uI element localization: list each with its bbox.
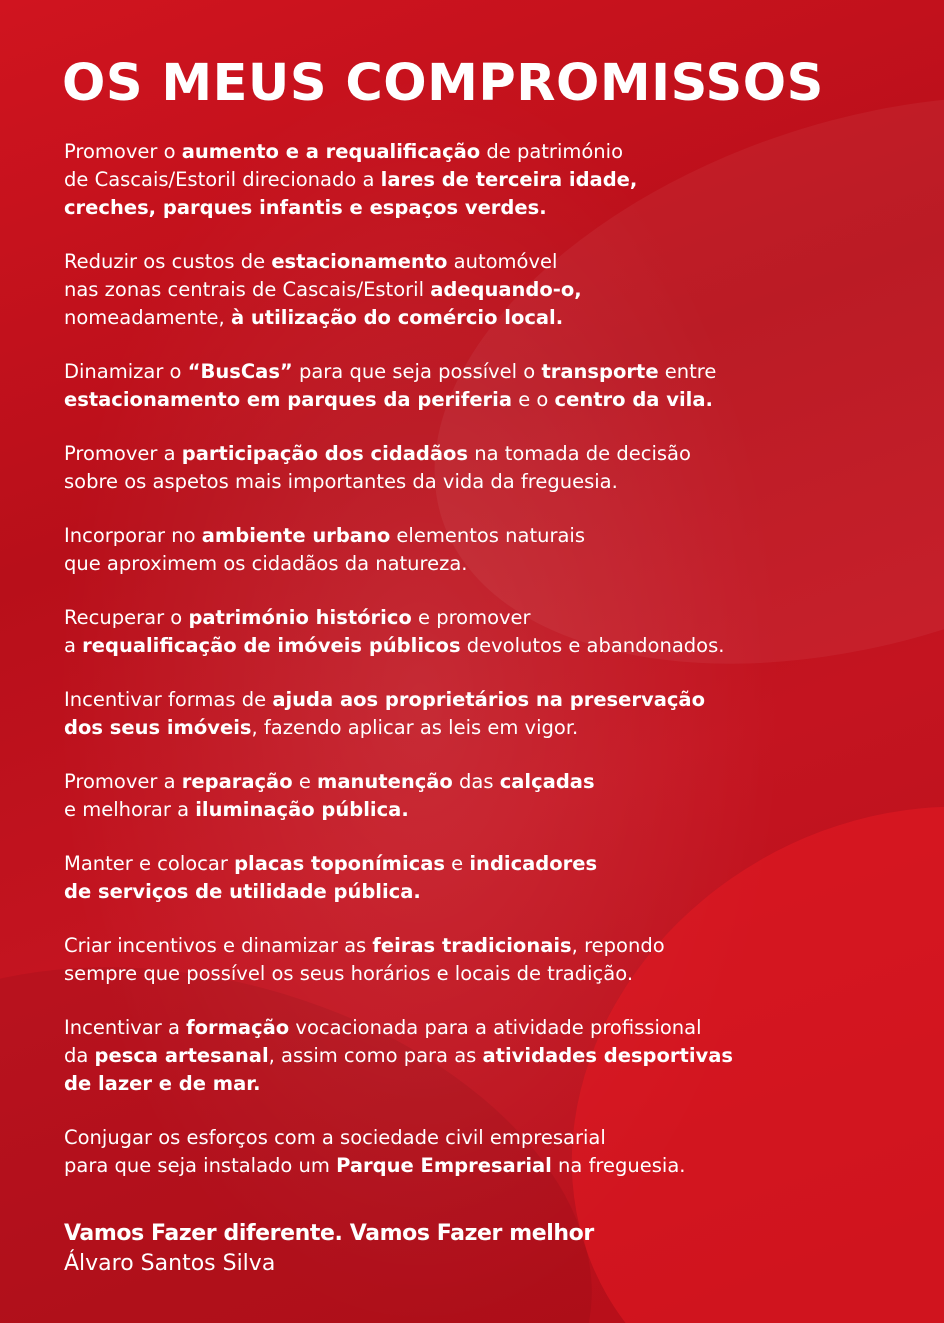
text-run: nas zonas centrais de Cascais/Estoril: [64, 278, 431, 301]
bold-text: Parque Empresarial: [336, 1154, 552, 1177]
commitment-line: [64, 932, 914, 960]
text-run: Conjugar os esforços com a sociedade civil empresarial: [64, 1126, 606, 1149]
commitment-line: [64, 276, 914, 304]
text-run: elementos naturais: [390, 524, 585, 547]
bold-text: manutenção: [317, 770, 453, 793]
bold-text: centro da vila.: [554, 388, 713, 411]
bold-text: iluminação pública.: [195, 798, 409, 821]
bold-text: adequando-o,: [430, 278, 582, 301]
commitment-line: [64, 468, 914, 496]
commitment-line: [64, 960, 914, 988]
commitment-line: [64, 850, 914, 878]
slogan: Vamos Fazer diferente. Vamos Fazer melhor: [64, 1221, 594, 1246]
text-run: sobre os aspetos mais importantes da vida da freguesia.: [64, 470, 618, 493]
text-run: automóvel: [447, 250, 558, 273]
commitment-line: [64, 1070, 914, 1098]
signoff: [64, 1219, 594, 1279]
text-run: devolutos e abandonados.: [460, 634, 725, 657]
commitment-line: [64, 768, 914, 796]
text-run: para que seja possível o: [292, 360, 542, 383]
commitment-item: [64, 138, 914, 222]
text-run: Reduzir os custos de: [64, 250, 272, 273]
commitment-item: [64, 522, 914, 578]
commitment-line: [64, 878, 914, 906]
bold-text: pesca artesanal: [94, 1044, 269, 1067]
bold-text: ajuda aos proprietários na preservação: [272, 688, 705, 711]
bold-text: dos seus imóveis: [64, 716, 252, 739]
text-run: a: [64, 634, 83, 657]
bold-text: calçadas: [499, 770, 595, 793]
bold-text: placas toponímicas: [234, 852, 445, 875]
commitment-item: [64, 1124, 914, 1180]
text-run: e: [444, 852, 470, 875]
text-run: e: [292, 770, 318, 793]
bold-text: formação: [186, 1016, 290, 1039]
page-title: OS MEUS COMPROMISSOS: [62, 54, 824, 113]
bold-text: transporte: [541, 360, 659, 383]
commitment-item: [64, 932, 914, 988]
text-run: Recuperar o: [64, 606, 189, 629]
commitment-line: [64, 1124, 914, 1152]
text-run: vocacionada para a atividade profissional: [289, 1016, 702, 1039]
commitment-line: [64, 632, 914, 660]
commitment-line: [64, 440, 914, 468]
text-run: para que seja instalado um: [64, 1154, 337, 1177]
text-run: e promover: [411, 606, 531, 629]
bold-text: atividades desportivas: [482, 1044, 734, 1067]
text-run: e o: [512, 388, 555, 411]
bold-text: requalificação de imóveis públicos: [82, 634, 461, 657]
bold-text: reparação: [181, 770, 293, 793]
commitment-line: [64, 522, 914, 550]
text-run: e melhorar a: [64, 798, 196, 821]
text-run: Incentivar formas de: [64, 688, 273, 711]
commitment-item: [64, 248, 914, 332]
text-run: entre: [658, 360, 717, 383]
bold-text: indicadores: [469, 852, 598, 875]
commitment-line: [64, 1042, 914, 1070]
bold-text: “BusCas”: [187, 360, 293, 383]
commitment-item: [64, 440, 914, 496]
commitment-line: [64, 248, 914, 276]
text-run: da: [64, 1044, 95, 1067]
text-run: Incentivar a: [64, 1016, 187, 1039]
commitment-line: [64, 166, 914, 194]
bold-text: à utilização do comércio local.: [230, 306, 564, 329]
text-run: Promover o: [64, 140, 182, 163]
text-run: de património: [480, 140, 624, 163]
commitment-item: [64, 1014, 914, 1098]
text-run: nomeadamente,: [64, 306, 231, 329]
text-run: sempre que possível os seus horários e locais de tradição.: [64, 962, 634, 985]
text-run: na tomada de decisão: [468, 442, 691, 465]
text-run: Incorporar no: [64, 524, 202, 547]
bold-text: património histórico: [188, 606, 412, 629]
bold-text: participação dos cidadãos: [181, 442, 469, 465]
commitment-line: [64, 304, 914, 332]
bold-text: ambiente urbano: [201, 524, 391, 547]
commitment-line: [64, 194, 914, 222]
commitment-item: [64, 850, 914, 906]
commitment-line: [64, 550, 914, 578]
bold-text: feiras tradicionais: [372, 934, 572, 957]
bold-text: lares de terceira idade,: [380, 168, 638, 191]
commitment-line: [64, 386, 914, 414]
commitments-list: [64, 138, 914, 1206]
author-name: Álvaro Santos Silva: [64, 1251, 276, 1276]
commitment-item: [64, 686, 914, 742]
bold-text: de lazer e de mar.: [64, 1072, 261, 1095]
text-run: Dinamizar o: [64, 360, 188, 383]
text-run: Manter e colocar: [64, 852, 235, 875]
text-run: de Cascais/Estoril direcionado a: [64, 168, 381, 191]
commitment-line: [64, 1152, 914, 1180]
text-run: Promover a: [64, 770, 182, 793]
bold-text: estacionamento em parques da periferia: [64, 388, 513, 411]
text-run: que aproximem os cidadãos da natureza.: [64, 552, 468, 575]
bold-text: de serviços de utilidade pública.: [64, 880, 421, 903]
commitment-line: [64, 1014, 914, 1042]
commitment-item: [64, 604, 914, 660]
text-run: na freguesia.: [551, 1154, 686, 1177]
text-run: , repondo: [571, 934, 665, 957]
bold-text: estacionamento: [271, 250, 448, 273]
text-run: das: [452, 770, 500, 793]
commitment-line: [64, 714, 914, 742]
commitment-line: [64, 358, 914, 386]
commitment-item: [64, 358, 914, 414]
commitment-line: [64, 138, 914, 166]
text-run: Promover a: [64, 442, 182, 465]
commitment-line: [64, 686, 914, 714]
bold-text: creches, parques infantis e espaços verdes.: [64, 196, 547, 219]
commitment-line: [64, 796, 914, 824]
text-run: , fazendo aplicar as leis em vigor.: [251, 716, 579, 739]
text-run: , assim como para as: [268, 1044, 483, 1067]
commitment-line: [64, 604, 914, 632]
commitment-item: [64, 768, 914, 824]
text-run: Criar incentivos e dinamizar as: [64, 934, 373, 957]
bold-text: aumento e a requalificação: [181, 140, 481, 163]
